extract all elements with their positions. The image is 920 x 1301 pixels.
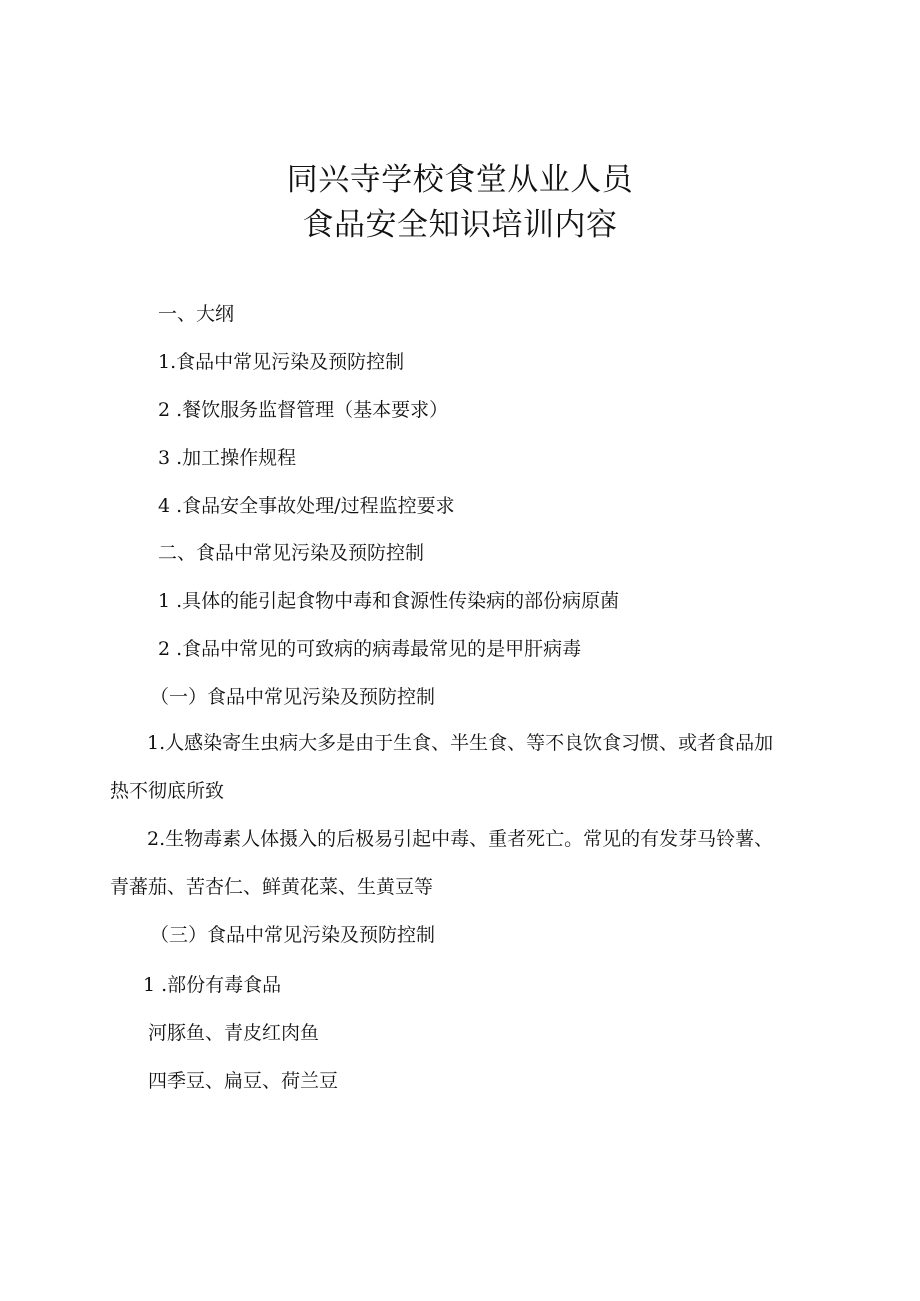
outline-item-3: 3 .加工操作规程: [158, 447, 297, 469]
outline-item-1: 1.食品中常见污染及预防控制: [158, 351, 405, 373]
subsection-3-item-1: 1 .部份有毒食品: [143, 974, 282, 996]
document-title-line2: 食品安全知识培训内容: [302, 207, 618, 243]
outline-heading: 一、大纲: [158, 303, 235, 325]
subsection-heading-1: （一）食品中常见污染及预防控制: [150, 686, 436, 708]
outline-item-2: 2 .餐饮服务监督管理（基本要求）: [158, 399, 449, 421]
paragraph-parasite: 1.人感染寄生虫病大多是由于生食、半生食、等不良饮食习惯、或者食品加热不彻底所致: [110, 732, 774, 802]
document-title-line1: 同兴寺学校食堂从业人员: [286, 162, 634, 198]
section-2-item-2: 2 .食品中常见的可致病的病毒最常见的是甲肝病毒: [158, 638, 582, 660]
section-2-item-1: 1 .具体的能引起食物中毒和食源性传染病的部份病原菌: [158, 590, 620, 612]
subsection-heading-3: （三）食品中常见污染及预防控制: [150, 924, 436, 946]
paragraph-biotoxin: 2.生物毒素人体摄入的后极易引起中毒、重者死亡。常见的有发芽马铃薯、青蕃茄、苦杏仁、鲜黄花菜、生黄豆等: [110, 828, 774, 898]
outline-item-4: 4 .食品安全事故处理/过程监控要求: [158, 495, 455, 517]
section-heading-2: 二、食品中常见污染及预防控制: [158, 542, 425, 564]
toxic-food-list-1: 河豚鱼、青皮红肉鱼: [148, 1022, 320, 1044]
toxic-food-list-2: 四季豆、扁豆、荷兰豆: [148, 1070, 339, 1092]
